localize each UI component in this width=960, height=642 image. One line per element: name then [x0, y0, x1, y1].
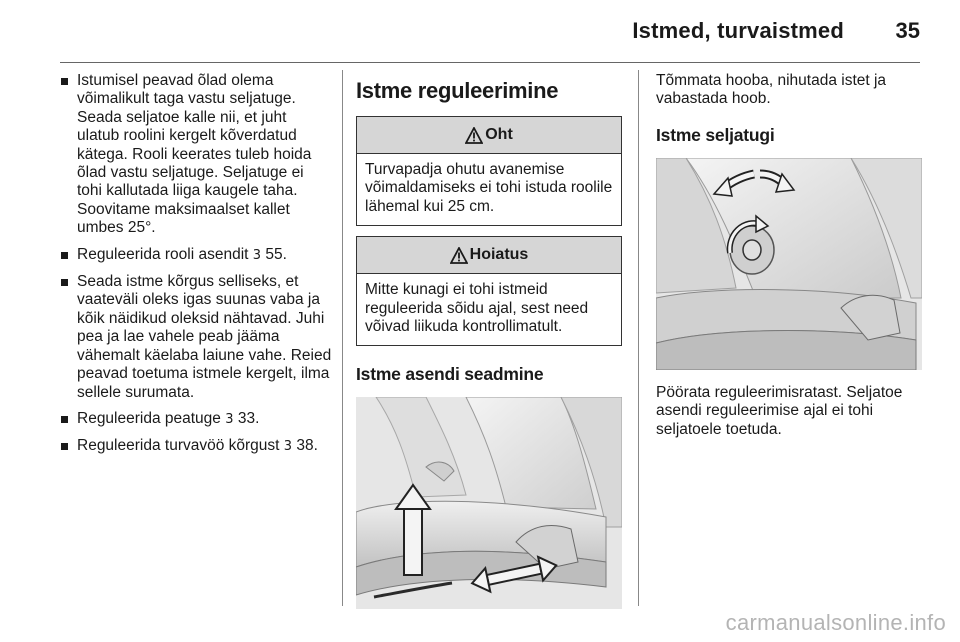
seat-position-illustration [356, 397, 622, 609]
bullet-square-icon [61, 416, 68, 423]
bullet-square-icon [61, 252, 68, 259]
subsection-title: Istme asendi seadmine [356, 364, 544, 385]
page-reference-arrow-icon: 3 [283, 439, 293, 455]
bullet-square-icon [61, 78, 68, 85]
danger-box-text: Turvapadja ohutu avanemise võimaldamiseks ei tohi istuda roolile lähemal kui 25 cm. [365, 161, 613, 215]
list-item [60, 246, 332, 265]
seat-position-illustration-drawing [356, 397, 622, 609]
page-number: 35 [895, 18, 920, 43]
caution-box-header [357, 237, 621, 274]
bullet-square-icon [61, 443, 68, 450]
page-reference-arrow-icon: 3 [225, 411, 234, 427]
instruction-text: Tõmmata hooba, nihutada istet ja vabastada hoob. [656, 72, 887, 108]
bullet-text: Reguleerida peatuge [77, 409, 226, 427]
bullet-square-icon [61, 279, 68, 286]
column-middle [356, 72, 622, 609]
seat-backrest-illustration [656, 158, 922, 370]
caution-box [356, 236, 622, 346]
page-reference[interactable]: 38. [292, 437, 318, 455]
danger-box [356, 116, 622, 226]
watermark: carmanualsonline.info [725, 610, 946, 635]
danger-box-header [357, 117, 621, 154]
page-reference[interactable]: 55. [261, 245, 287, 263]
page-reference[interactable]: 33. [233, 409, 260, 427]
page-header [0, 0, 960, 60]
bullet-text: Reguleerida rooli asendit [77, 245, 253, 263]
page-reference-arrow-icon: 3 [252, 247, 262, 263]
page-title: Istmed, turvaistmed [632, 18, 844, 43]
bullet-text: Reguleerida turvavöö kõrgust [77, 437, 284, 455]
caution-box-label: Hoiatus [469, 246, 529, 264]
bullet-text: Istumisel peavad õlad olema võimalikult taga vastu seljatuge. Seada seljatoe kalle nii, et juht ulatub roolini kergelt kõverdatud kätega. Rooli keerates tuleb hoida õlad vastu seljatuge. Seljatuge ei tohi kallutada liiga kaugele taha. Soovitame maksimaalset kallet umbes 25°. [77, 72, 312, 237]
section-title: Istme reguleerimine [356, 78, 559, 103]
bullet-text: Seada istme kõrgus selliseks, et vaateväli oleks igas suunas vaba ja kõik näidikud oleksid nähtavad. Juhi pea ja lae vahele peab jääma vähemalt käelaba laiune vahe. Reied peavad toetuma istmele kergelt, ilma sellele surumata. [77, 273, 332, 401]
caution-box-text: Mitte kunagi ei tohi istmeid reguleerida sõidu ajal, sest need võivad liikuda kontrollimatult. [365, 281, 589, 336]
list-item [60, 72, 332, 238]
list-item [60, 437, 332, 456]
column-left [60, 72, 332, 465]
column-divider-2 [638, 70, 639, 606]
seat-backrest-illustration-drawing [656, 158, 922, 370]
warning-triangle-icon [450, 247, 468, 264]
warning-triangle-icon [465, 127, 483, 144]
subsection-title: Istme seljatugi [656, 124, 775, 145]
column-divider-1 [342, 70, 343, 606]
instruction-text: Pöörata reguleerimisratast. Seljatoe asendi reguleerimise ajal ei tohi seljatoele toetuda. [656, 383, 903, 438]
column-right [656, 72, 922, 455]
list-item [60, 273, 332, 402]
danger-box-label: Oht [485, 126, 513, 143]
list-item [60, 410, 332, 429]
bullet-list [60, 72, 332, 457]
header-divider [60, 62, 920, 63]
